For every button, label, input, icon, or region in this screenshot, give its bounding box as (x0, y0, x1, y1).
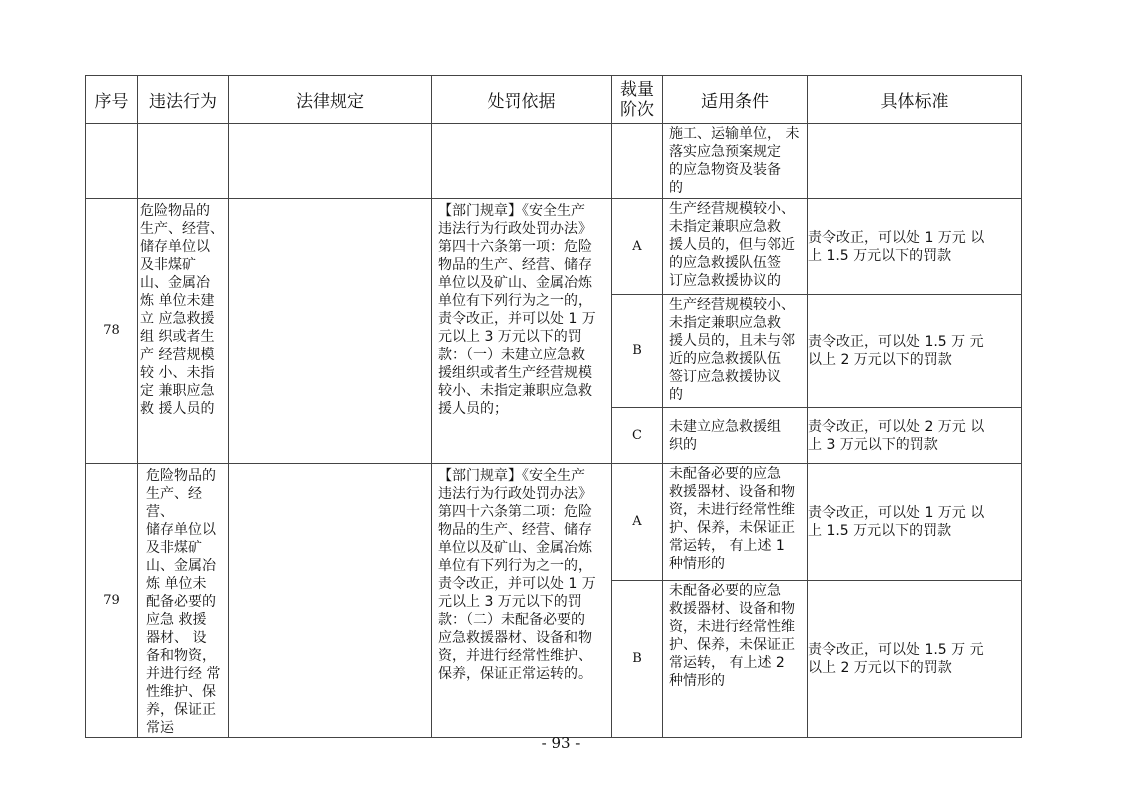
header-standard: 具体标准 (808, 76, 1022, 124)
header-law: 法律规定 (229, 76, 432, 124)
cell-condition: 施工、运输单位， 未 落实应急预案规定 的应急物资及装备 的 (663, 124, 808, 199)
penalty-standard-table (85, 75, 1022, 738)
header-seq: 序号 (86, 76, 138, 124)
cell-standard: 责令改正，可以处 1.5 万 元 以上 2 万元以下的罚款 (808, 295, 1022, 408)
header-behavior: 违法行为 (138, 76, 229, 124)
cell-seq: 78 (86, 199, 138, 464)
cell-basis: 【部门规章】《安全生产 违法行为行政处罚办法》 第四十六条第二项：危险 物品的生产、经营、储存 单位以及矿山、金属冶炼 单位有下列行为之一的， 责令改正，并可以处 1 万 元以上 3 万元以下的罚 款：（二）未配备必要的 应急救援器材、设备和物 资，并进行经常性维护、 保养，保证正常运转的。 (432, 464, 612, 738)
cell-standard: 责令改正，可以处 1 万元 以 上 1.5 万元以下的罚款 (808, 199, 1022, 295)
cell-law (229, 199, 432, 464)
cell-level: A (612, 464, 663, 581)
cell-empty (86, 124, 138, 199)
header-condition: 适用条件 (663, 76, 808, 124)
cell-condition: 未建立应急救援组 织的 (663, 408, 808, 464)
cell-condition: 生产经营规模较小、 未指定兼职应急救 援人员的，但与邻近 的应急救援队伍签 订应急救援协议的 (663, 199, 808, 295)
cell-seq: 79 (86, 464, 138, 738)
cell-basis: 【部门规章】《安全生产 违法行为行政处罚办法》 第四十六条第一项：危险 物品的生产、经营、储存 单位以及矿山、金属冶炼 单位有下列行为之一的， 责令改正，并可以处 1 万 元以上 3 万元以下的罚 款：（一）未建立应急救 援组织或者生产经营规模 较小、未指定兼职应急救 援人员的； (432, 199, 612, 464)
header-level: 裁量 阶次 (612, 76, 663, 124)
cell-condition: 未配备必要的应急 救援器材、设备和物 资，未进行经常性维 护、保养，未保证正 常运转， 有上述 1 种情形的 (663, 464, 808, 581)
table-row (86, 464, 1022, 581)
cell-empty (229, 124, 432, 199)
cell-level: B (612, 295, 663, 408)
cell-behavior: 危险物品的 生产、经营、 储存单位以 及非煤矿 山、金属冶 炼 单位未 配备必要的 应急 救援 器材、 设 备和物资， 并进行经 常 性维护、保 养，保证正 常运 (138, 464, 229, 738)
cell-standard: 责令改正，可以处 1.5 万 元 以上 2 万元以下的罚款 (808, 581, 1022, 738)
table-row (86, 199, 1022, 295)
cell-level: B (612, 581, 663, 738)
cell-standard: 责令改正，可以处 1 万元 以 上 1.5 万元以下的罚款 (808, 464, 1022, 581)
cell-condition: 生产经营规模较小、 未指定兼职应急救 援人员的，且未与邻 近的应急救援队伍 签订应急救援协议 的 (663, 295, 808, 408)
cell-empty (612, 124, 663, 199)
cell-behavior: 危险物品的 生产、经营、 储存单位以 及非煤矿 山、金属冶 炼 单位未建 立 应急救援 组 织或者生 产 经营规模 较 小、未指 定 兼职应急 救 援人员的 (138, 199, 229, 464)
cell-level: C (612, 408, 663, 464)
cell-condition: 未配备必要的应急 救援器材、设备和物 资，未进行经常性维 护、保养，未保证正 常运转， 有上述 2 种情形的 (663, 581, 808, 738)
cell-level: A (612, 199, 663, 295)
cell-standard: 责令改正，可以处 2 万元 以 上 3 万元以下的罚款 (808, 408, 1022, 464)
cell-law (229, 464, 432, 738)
header-basis: 处罚依据 (432, 76, 612, 124)
cell-empty (138, 124, 229, 199)
page-number: - 93 - (541, 734, 581, 752)
header-row (86, 76, 1022, 124)
table-row-continuation (86, 124, 1022, 199)
cell-empty (808, 124, 1022, 199)
cell-empty (432, 124, 612, 199)
